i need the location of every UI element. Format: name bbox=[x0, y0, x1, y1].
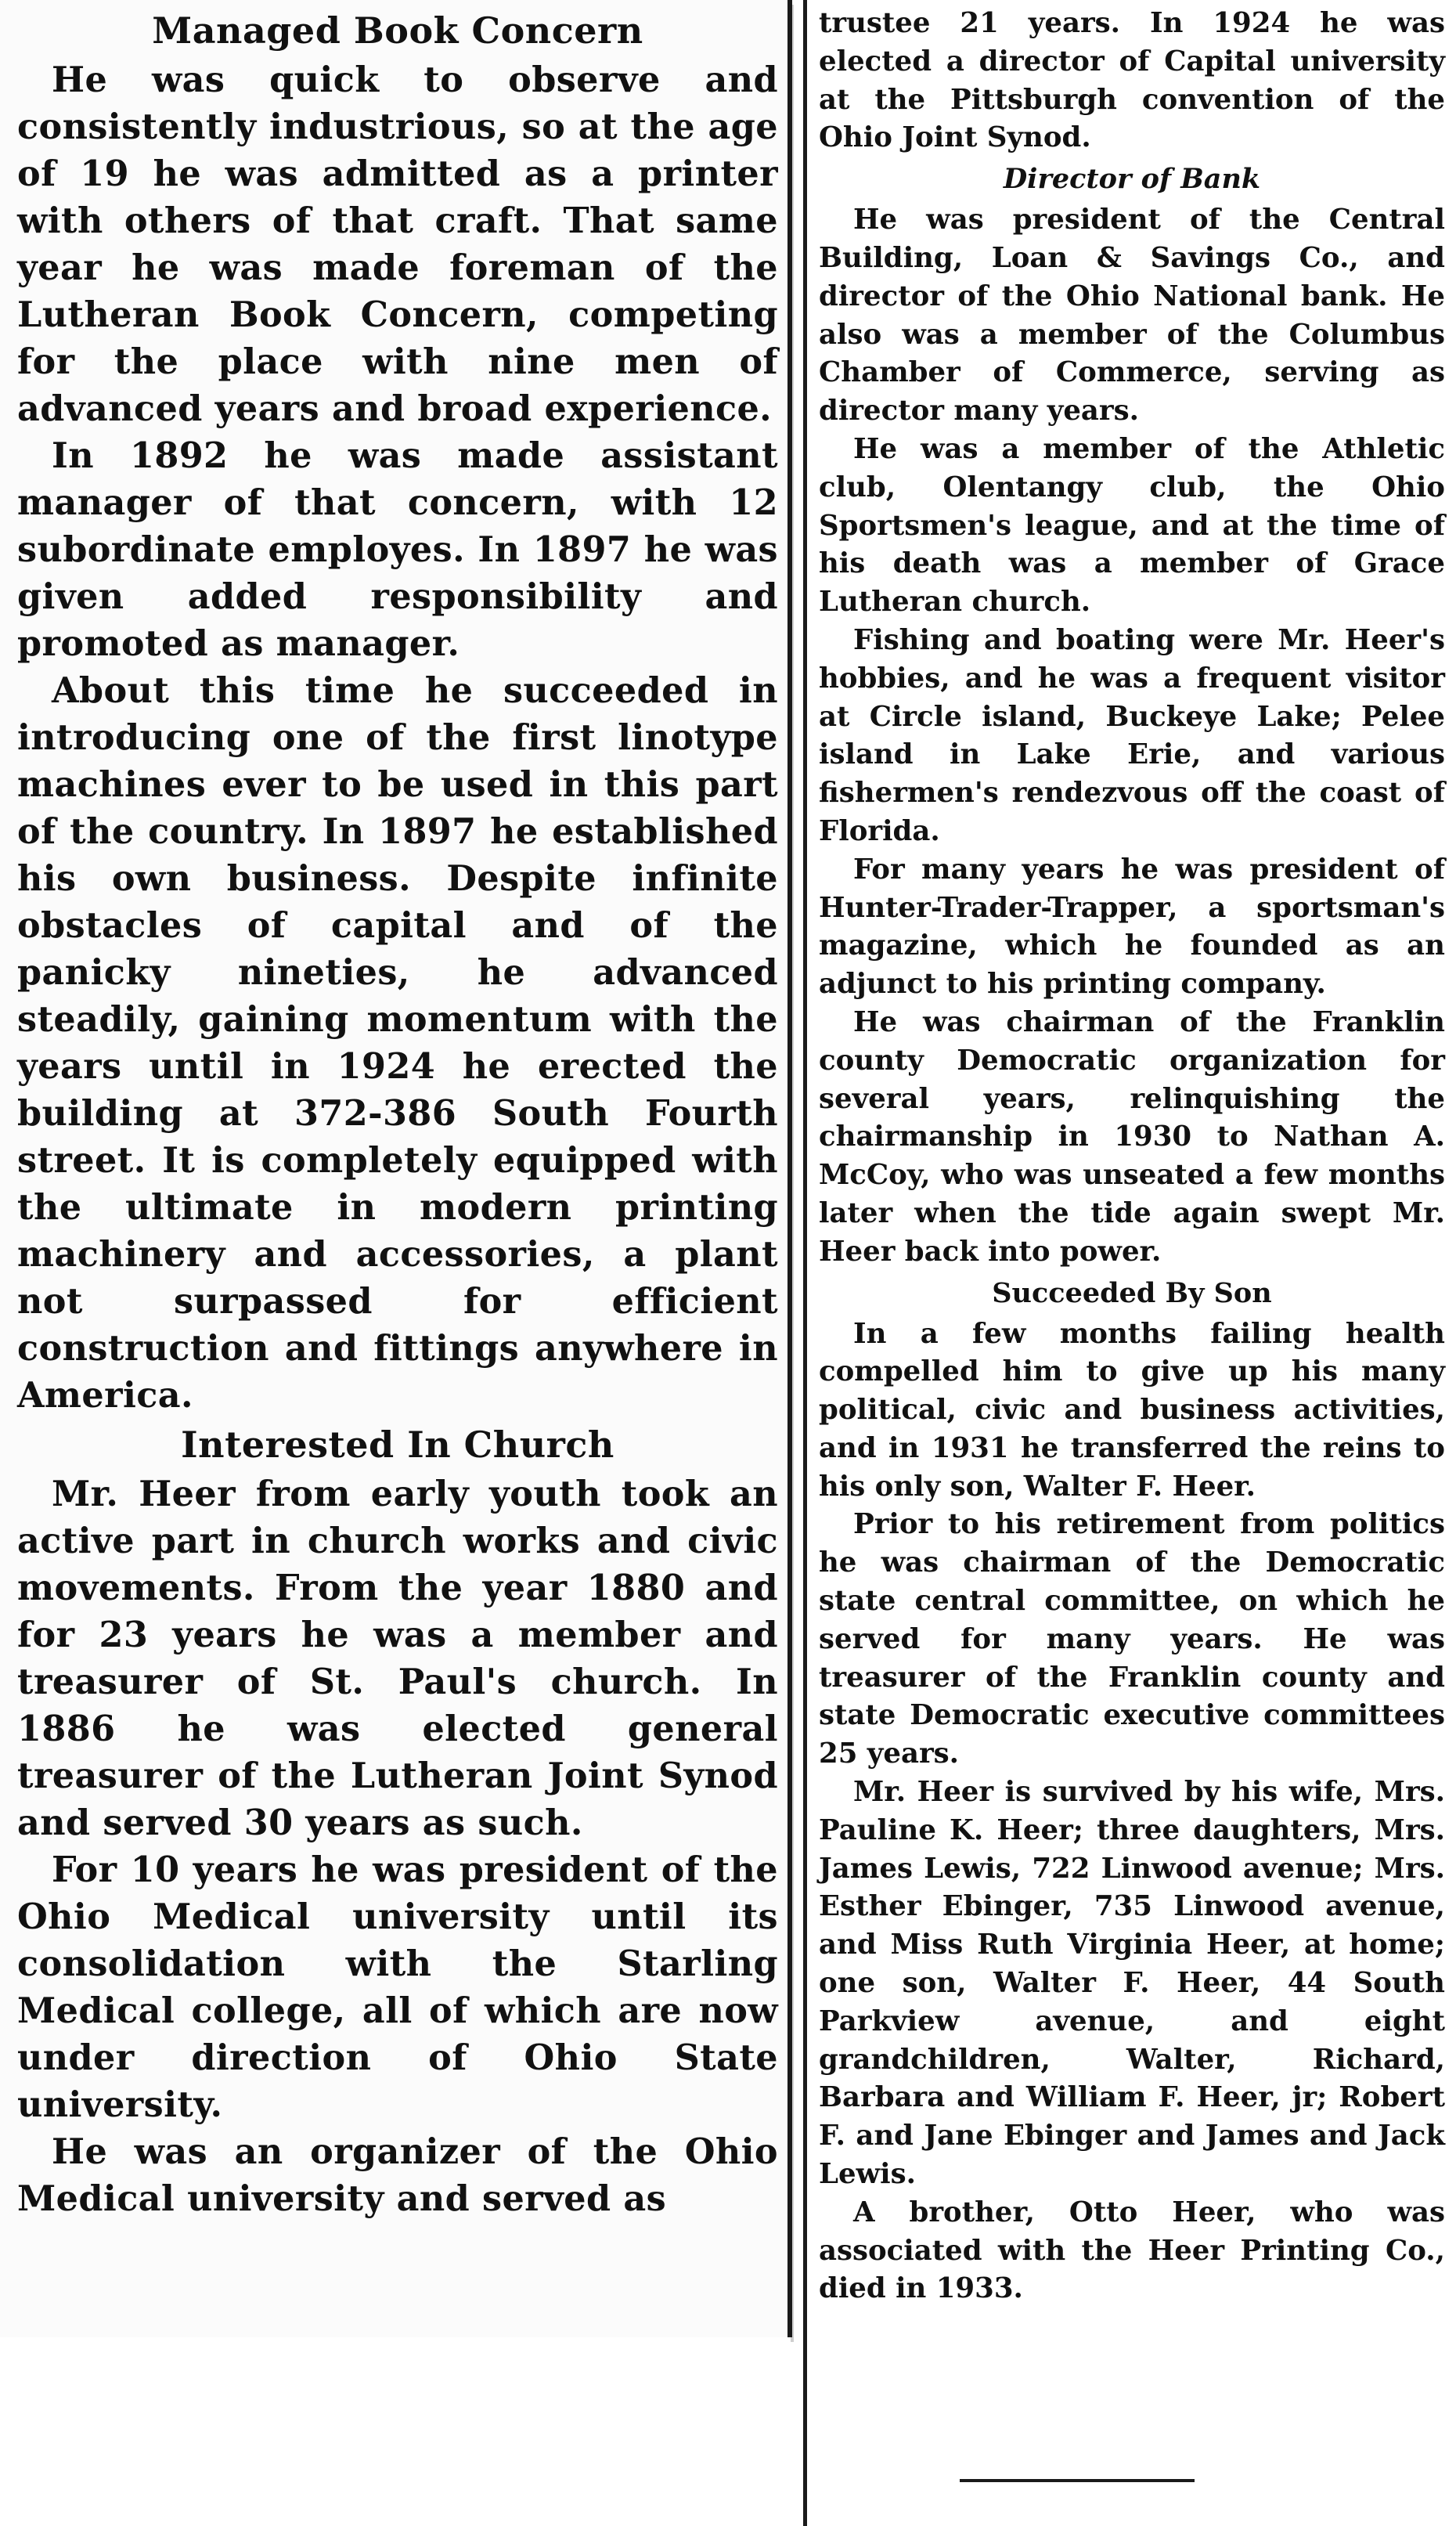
heading-interested-in-church: Interested In Church bbox=[181, 1424, 614, 1466]
column-rule-right bbox=[803, 0, 807, 2526]
paragraph: Fishing and boating were Mr. Heer's hobbies, and he was a frequent visitor at Circle island, Buckeye Lake; Pelee island in Lake Erie, and various fishermen's rendezvous off the coast of Florida. bbox=[819, 623, 1445, 847]
paragraph: He was chairman of the Franklin county Democratic organization for several years, relinquishing the chairmanship in 1930 to Nathan A. McCoy, who was unseated a few months later when the tide again swept Mr. Heer back into power. bbox=[819, 1005, 1445, 1268]
paragraph: He was an organizer of the Ohio Medical university and served as bbox=[17, 2131, 778, 2219]
page-background bbox=[0, 2337, 791, 2526]
paragraph: For many years he was president of Hunter-Trader-Trapper, a sportsman's magazine, which he founded as an adjunct to his printing company. bbox=[819, 853, 1445, 1001]
paragraph: About this time he succeeded in introducing one of the first linotype machines ever to be used in this part of the country. In 1897 he established his own business. Despite infinite obstacles of capital and of the panicky nineties, he advanced steadily, gaining momentum with the years until in 1924 he erected the building at 372-386 South Fourth street. It is completely equipped with the ultimate in modern printing machinery and accessories, a plant not surpassed for efficient construction and fittings anywhere in America. bbox=[17, 670, 778, 1416]
heading-succeeded-by-son: Succeeded By Son bbox=[992, 1276, 1272, 1309]
paragraph: Prior to his retirement from politics he was chairman of the Democratic state central committee, on which he served for many years. He was treasurer of the Franklin county and state Democratic executive committees 25 years. bbox=[819, 1508, 1445, 1770]
paragraph: Mr. Heer is survived by his wife, Mrs. Pauline K. Heer; three daughters, Mrs. James Lewis, 722 Linwood avenue; Mrs. Esther Ebinger, 735 Linwood avenue, and Miss Ruth Virginia Heer, at home; one son, Walter F. Heer, 44 South Parkview avenue, and eight grandchildren, Walter, Richard, Barbara and William F. Heer, jr; Robert F. and Jane Ebinger and James and Jack Lewis. bbox=[819, 1776, 1445, 2191]
paragraph: Mr. Heer from early youth took an active part in church works and civic movements. From the year 1880 and for 23 years he was a member and treasurer of St. Paul's church. In 1886 he was elected general treasurer of the Lutheran Joint Synod and served 30 years as such. bbox=[17, 1474, 778, 1843]
paragraph: He was president of the Central Building, Loan & Savings Co., and director of the Ohio National bank. He also was a member of the Columbus Chamber of Commerce, serving as director many years. bbox=[819, 204, 1445, 428]
paragraph: In 1892 he was made assistant manager of that concern, with 12 subordinate employes. In 1897 he was given added responsibility and promoted as manager. bbox=[17, 435, 778, 664]
end-of-article-rule bbox=[960, 2479, 1195, 2482]
left-column bbox=[17, 0, 778, 2222]
paragraph: He was a member of the Athletic club, Olentangy club, the Ohio Sportsmen's league, and at the time of his death was a member of Grace Lutheran church. bbox=[819, 432, 1445, 619]
heading-managed-book-concern: Managed Book Concern bbox=[152, 9, 643, 52]
right-column bbox=[819, 0, 1445, 2308]
paragraph: A brother, Otto Heer, who was associated with the Heer Printing Co., died in 1933. bbox=[819, 2196, 1445, 2305]
column-rule-left bbox=[787, 0, 792, 2337]
heading-director-of-bank: Director of Bank bbox=[1003, 163, 1261, 196]
paragraph-continued: trustee 21 years. In 1924 he was elected a director of Capital university at the Pittsburgh convention of the Ohio Joint Synod. bbox=[819, 7, 1445, 154]
paragraph: For 10 years he was president of the Ohio Medical university until its consolidation with the Starling Medical college, all of which are now under direction of Ohio State university. bbox=[17, 1849, 778, 2125]
paragraph: He was quick to observe and consistently industrious, so at the age of 19 he was admitted as a printer with others of that craft. That same year he was made foreman of the Lutheran Book Concern, competing for the place with nine men of advanced years and broad experience. bbox=[17, 60, 778, 429]
paragraph: In a few months failing health compelled him to give up his many political, civic and business activities, and in 1931 he transferred the reins to his only son, Walter F. Heer. bbox=[819, 1317, 1445, 1503]
